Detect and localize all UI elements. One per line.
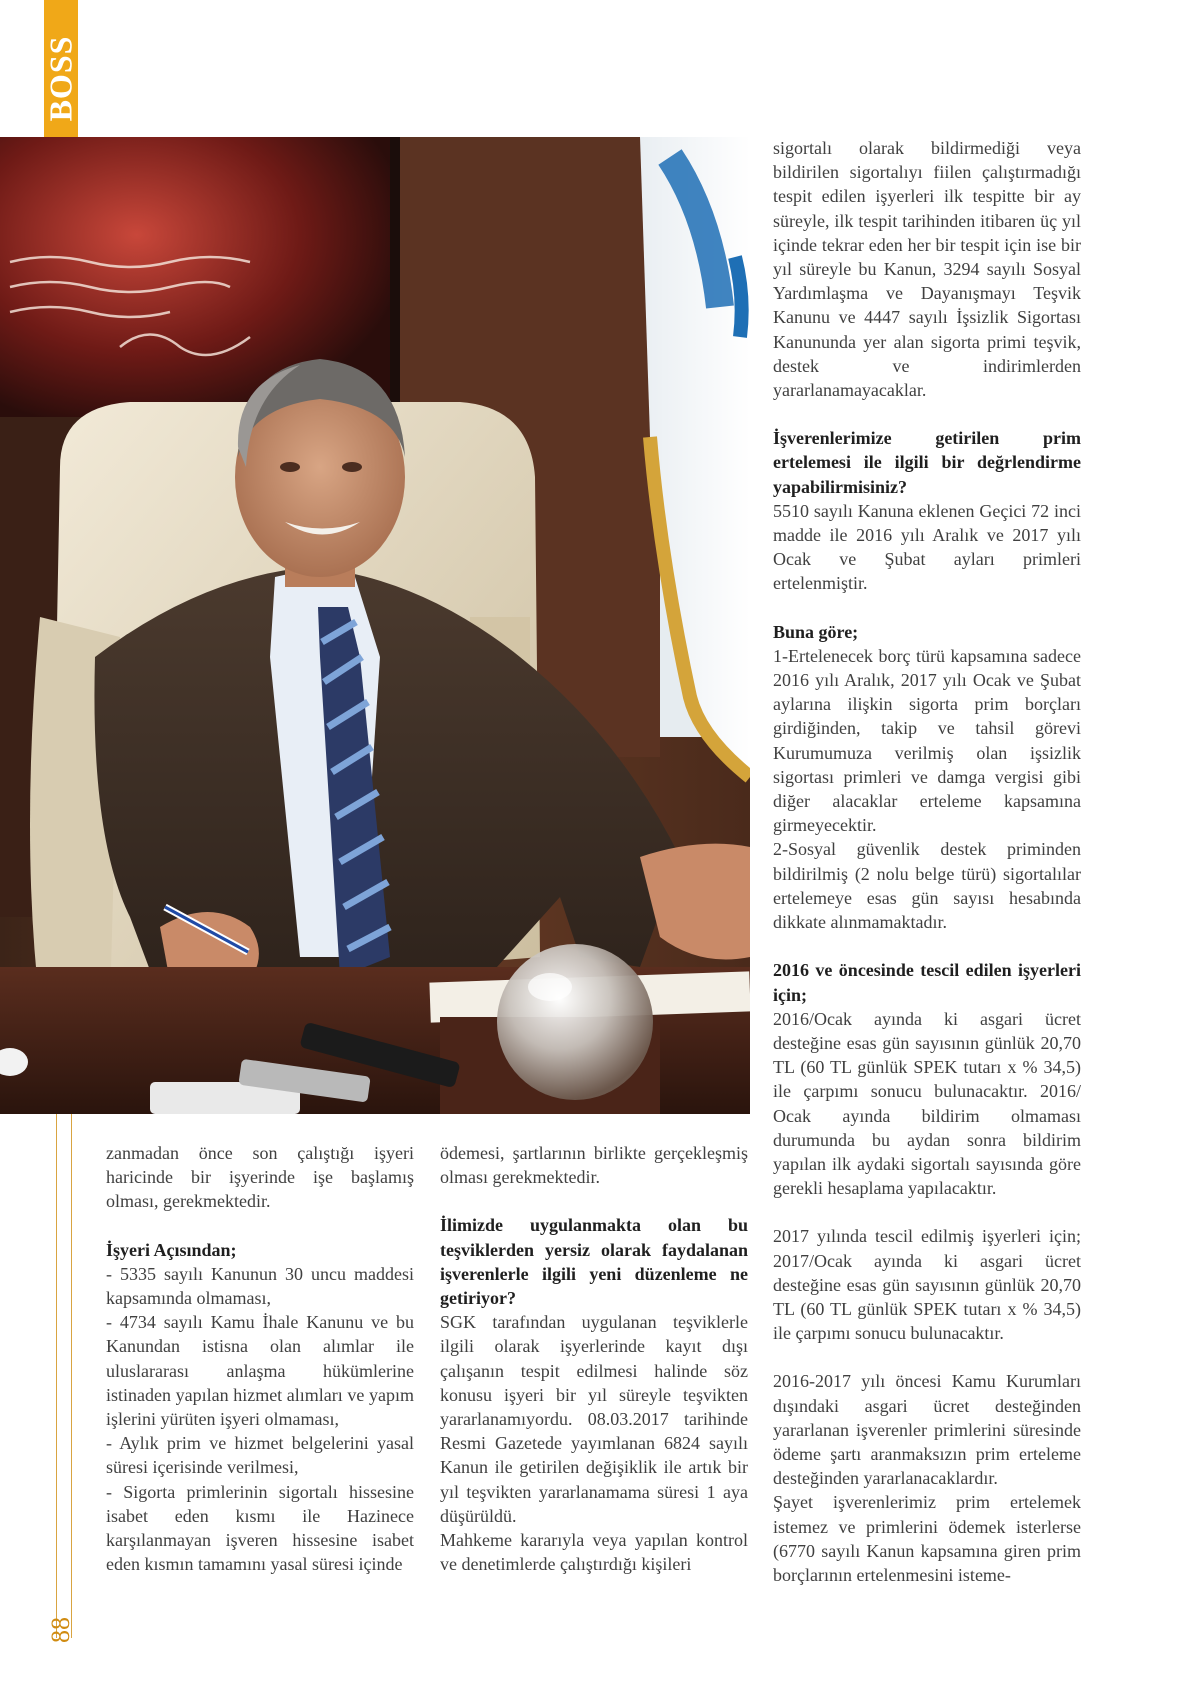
article-paragraph: - 5335 sayılı Kanunun 30 uncu maddesi kapsamında olmaması, bbox=[106, 1263, 414, 1309]
article-paragraph: 2016/Ocak ayında ki asgari ücret desteğine esas gün sayısının günlük 20,70 TL (60 TL günlük SPEK tutarı x % 34,5) ile çarpımı sonucu bulunacaktır. 2016/ Ocak ayında bildirim olmaması durumunda bu aydan sonra bildirim yapılan ilk aydaki sigortalı sayısında göre gerekli hesaplama yapılacaktır. bbox=[773, 1008, 1081, 1199]
article-paragraph: - 4734 sayılı Kamu İhale Kanunu ve bu Kanundan istisna olan alımlar ile uluslararası anlaşma hükümlerine istinaden yapılan hizmet alımları ve yapım işlerini yürüten işyeri olmaması, bbox=[106, 1312, 414, 1430]
magazine-brand-text: BOSS bbox=[42, 35, 79, 121]
magazine-brand bbox=[44, 0, 78, 156]
article-paragraph: 1-Ertelenecek borç türü kapsamına sadece 2016 yılı Aralık, 2017 yılı Ocak ve Şubat aylarına ilişkin sigorta prim borçları girdiğinden, takip ve tahsil görevi Kurumumuza verilmiş olan işsizlik sigortası primleri ve damga vergisi gibi diğer alacaklar erteleme kapsamına girmeyecektir. bbox=[773, 645, 1081, 836]
article-question-heading: İşyeri Açısından; bbox=[106, 1239, 237, 1260]
article-paragraph: sigortalı olarak bildirmediği veya bildirilen sigortalıyı fiilen çalıştırmadığı tespit edilen işyerleri ilk tespitte bir ay süreyle, ilk tespit tarihinden itibaren üç yıl içinde tekrar eden her bir tespit için ise bir yıl süreyle bu Kanun, 3294 sayılı Sosyal Yardımlaşma ve Dayanışmayı Teşvik Kanunu ve 4447 sayılı İşsizlik Sigortası Kanununda yer alan sigorta primi teşvik, destek ve indirimlerden yararlanamayacaklar. bbox=[773, 138, 1081, 401]
paragraph-gap bbox=[773, 1345, 1081, 1369]
page-number bbox=[44, 1600, 78, 1660]
article-paragraph: - Aylık prim ve hizmet belgelerini yasal süresi içerisinde verilmesi, bbox=[106, 1433, 414, 1478]
article-question-heading: Buna göre; bbox=[773, 621, 859, 642]
article-question-heading: İşverenlerimize getirilen prim ertelemesi ile ilgili bir değrlendirme yapabilirmisiniz? bbox=[773, 428, 1081, 497]
article-paragraph: ödemesi, şartlarının birlikte gerçekleşmiş olması gerekmektedir. bbox=[440, 1143, 748, 1188]
paragraph-gap bbox=[440, 1189, 748, 1213]
article-paragraph: zanmadan önce son çalıştığı işyeri haricinde bir işyerinde işe başlamış olması, gerekmektedir. bbox=[106, 1143, 414, 1212]
article-paragraph: 2016-2017 yılı öncesi Kamu Kurumları dışındaki asgari ücret desteğinden yararlanan işverenler primlerini süresinde ödeme şartı aranmaksızın prim erteleme desteğinden yararlanacaklardır. bbox=[773, 1371, 1081, 1489]
interview-photo-illustration bbox=[0, 137, 750, 1114]
article-paragraph: 2017 yılında tescil edilmiş işyerleri için; 2017/Ocak ayında ki asgari ücret desteğine esas gün sayısının günlük 20,70 TL (60 TL günlük SPEK tutarı x % 34,5) ile çarpımı sonucu bulunacaktır. bbox=[773, 1226, 1081, 1344]
article-paragraph: - Sigorta primlerinin sigortalı hissesine isabet eden kısmı ile Hazinece karşılanmayan işveren hissesine isabet eden kısmın tamamını yasal süresi içinde bbox=[106, 1481, 414, 1575]
article-column-right bbox=[773, 136, 1081, 1587]
article-paragraph: Mahkeme kararıyla veya yapılan kontrol ve denetimlerde çalıştırdığı kişileri bbox=[440, 1530, 748, 1575]
paragraph-gap bbox=[106, 1214, 414, 1238]
article-question-heading: İlimizde uygulanmakta olan bu teşviklerden yersiz olarak faydalanan işverenlerle ilgili yeni düzenleme ne getiriyor? bbox=[440, 1215, 748, 1309]
article-column-left bbox=[106, 1141, 414, 1576]
paragraph-gap bbox=[773, 1200, 1081, 1224]
article-question-heading: 2016 ve öncesinde tescil edilen işyerleri için; bbox=[773, 960, 1081, 1005]
article-paragraph: SGK tarafından uygulanan teşviklerle ilgili olarak işyerlerinde kayıt dışı çalışanın tespit edilmesi halinde söz konusu işyeri bir yıl süreyle teşvikten yararlanamıyordu. 08.03.2017 tarihinde Resmi Gazetede yayımlanan 6824 sayılı Kanun ile getirilen değişiklik ile artık bir yıl teşvikten yararlanamama süresi 1 aya düşürüldü. bbox=[440, 1312, 748, 1526]
interview-photo bbox=[0, 137, 750, 1114]
page-number-text: 88 bbox=[46, 1617, 75, 1643]
paragraph-gap bbox=[773, 596, 1081, 620]
article-paragraph: 5510 sayılı Kanuna eklenen Geçici 72 inci madde ile 2016 yılı Aralık ve 2017 yılı Ocak ve Şubat ayları primleri ertelenmiştir. bbox=[773, 500, 1081, 594]
article-paragraph: Şayet işverenlerimiz prim ertelemek istemez ve primlerini ödemek isterlerse (6770 sayılı Kanun kapsamına giren prim borçlarının ertelenmesini isteme- bbox=[773, 1492, 1081, 1585]
article-column-middle bbox=[440, 1141, 748, 1576]
paragraph-gap bbox=[773, 934, 1081, 958]
article-paragraph: 2-Sosyal güvenlik destek priminden bildirilmiş (2 nolu belge türü) sigortalılar ertelemeye esas gün sayısı hesabında dikkate alınmamaktadır. bbox=[773, 839, 1081, 933]
paragraph-gap bbox=[773, 402, 1081, 426]
